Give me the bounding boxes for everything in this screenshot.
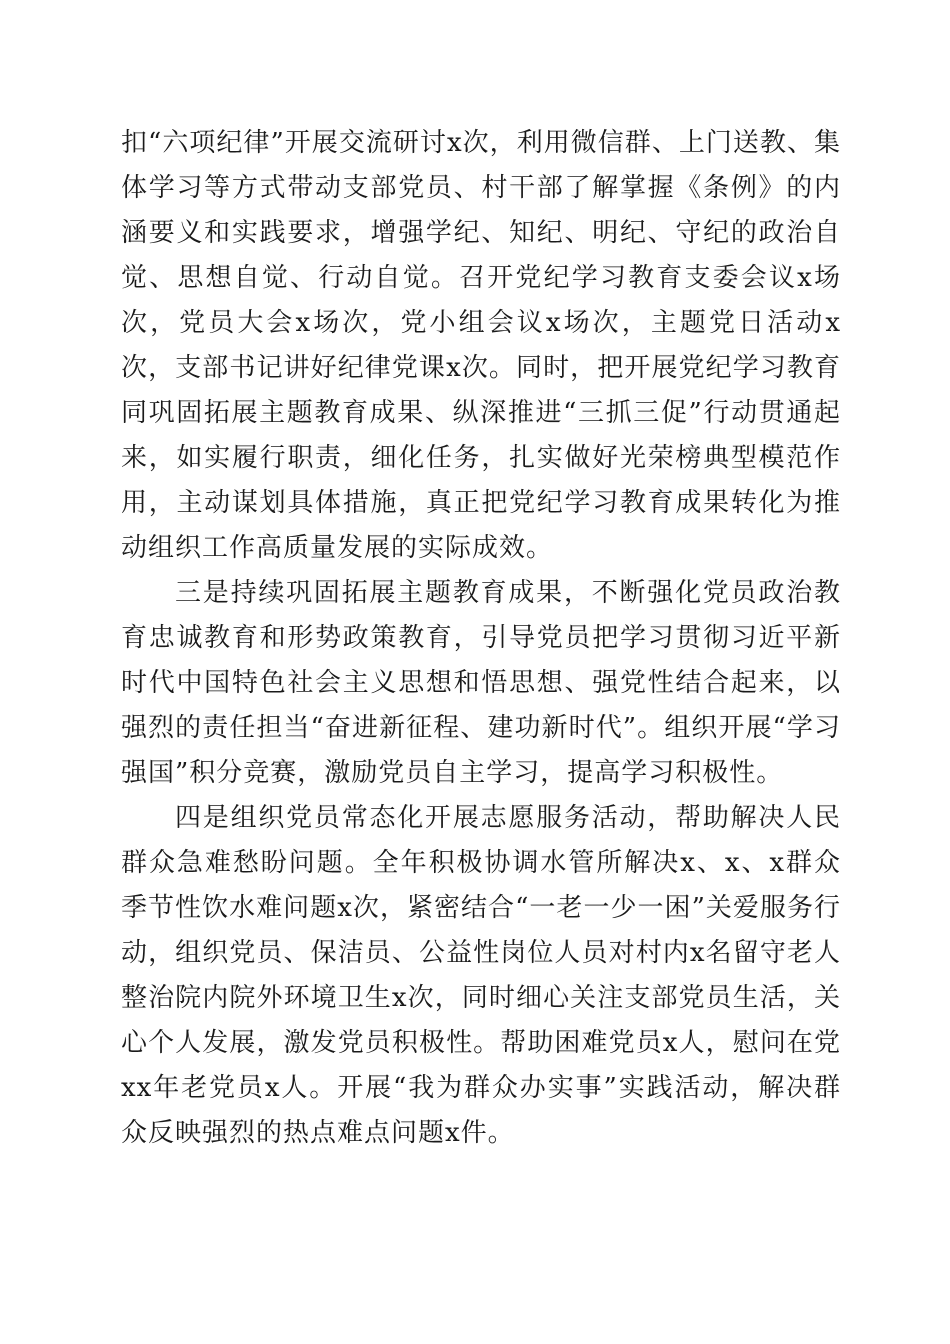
document-body — [121, 121, 841, 1156]
paragraph-point-three: 三是持续巩固拓展主题教育成果，不断强化党员政治教育忠诚教育和形势政策教育，引导党员把学习贯彻习近平新时代中国特色社会主义思想和悟思想、强党性结合起来，以强烈的责任担当“奋进新征程、建功新时代”。组织开展“学习强国”积分竞赛，激励党员自主学习，提高学习积极性。 — [121, 578, 841, 788]
paragraph-point-four: 四是组织党员常态化开展志愿服务活动，帮助解决人民群众急难愁盼问题。全年积极协调水管所解决x、x、x群众季节性饮水难问题x次，紧密结合“一老一少一困”关爱服务行动，组织党员、保洁员、公益性岗位人员对村内x名留守老人整治院内院外环境卫生x次，同时细心关注支部党员生活，关心个人发展，激发党员积极性。帮助困难党员x人，慰问在党xx年老党员x人。开展“我为群众办实事”实践活动，解决群众反映强烈的热点难点问题x件。 — [121, 803, 841, 1148]
paragraph-continued: 扣“六项纪律”开展交流研讨x次，利用微信群、上门送教、集体学习等方式带动支部党员、村干部了解掌握《条例》的内涵要义和实践要求，增强学纪、知纪、明纪、守纪的政治自觉、思想自觉、行动自觉。召开党纪学习教育支委会议x场次，党员大会x场次，党小组会议x场次，主题党日活动x次，支部书记讲好纪律党课x次。同时，把开展党纪学习教育同巩固拓展主题教育成果、纵深推进“三抓三促”行动贯通起来，如实履行职责，细化任务，扎实做好光荣榜典型模范作用，主动谋划具体措施，真正把党纪学习教育成果转化为推动组织工作高质量发展的实际成效。 — [121, 128, 841, 563]
